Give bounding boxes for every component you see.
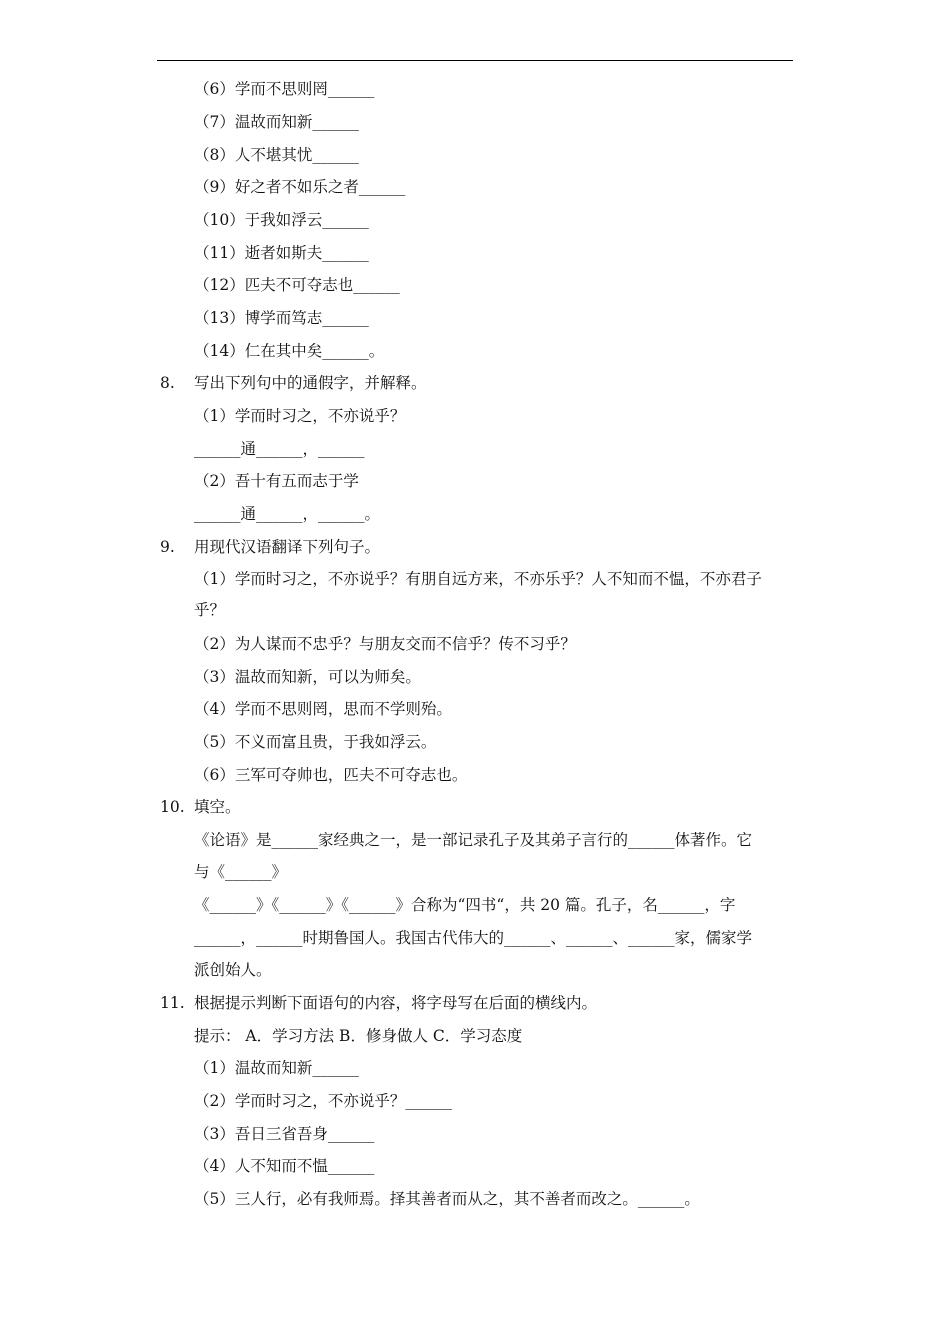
- question-prompt: 用现代汉语翻译下列句子。: [194, 538, 381, 556]
- question-line: （1）学而时习之，不亦说乎？: [194, 407, 406, 425]
- question-line: （1）温故而知新______: [194, 1059, 359, 1077]
- list-item: （9）好之者不如乐之者______: [194, 178, 406, 196]
- question-line: 派创始人。: [194, 961, 272, 979]
- question-line: （4）人不知而不愠______: [194, 1157, 375, 1175]
- question-line: （4）学而不思则罔，思而不学则殆。: [194, 700, 452, 718]
- question-line: （2）吾十有五而志于学: [194, 472, 359, 490]
- question-prompt: 填空。: [194, 798, 241, 816]
- question-prompt: 写出下列句中的通假字，并解释。: [194, 374, 427, 392]
- question-line: （2）学而时习之，不亦说乎？______: [194, 1092, 452, 1110]
- header-rule: [157, 60, 793, 61]
- question-line: （6）三军可夺帅也，匹夫不可夺志也。: [194, 766, 468, 784]
- answer-blank-line: ______通______，______。: [194, 505, 381, 523]
- list-item: （7）温故而知新______: [194, 113, 359, 131]
- question-line: （1）学而时习之，不亦说乎？有朋自远方来，不亦乐乎？人不知而不愠，不亦君子: [194, 570, 762, 588]
- question-line: 与《______》: [194, 863, 288, 881]
- list-item: （10）于我如浮云______: [194, 211, 369, 229]
- question-line: 《______》《______》《______》合称为“四书“，共 20 篇。孔子，名______，字: [194, 896, 736, 914]
- list-item: （12）匹夫不可夺志也______: [194, 276, 400, 294]
- question-line: （5）三人行，必有我师焉。择其善者而从之，其不善者而改之。______。: [194, 1190, 700, 1208]
- question-line: ______，______时期鲁国人。我国古代伟大的______、______、______家，儒家学: [194, 929, 753, 947]
- question-line: （5）不义而富且贵，于我如浮云。: [194, 733, 437, 751]
- question-line: （3）吾日三省吾身______: [194, 1125, 375, 1143]
- list-item: （6）学而不思则罔______: [194, 80, 375, 98]
- question-line: （2）为人谋而不忠乎？与朋友交而不信乎？传不习乎？: [194, 635, 576, 653]
- question-number: 9.: [160, 538, 175, 556]
- question-prompt: 根据提示判断下面语句的内容，将字母写在后面的横线内。: [194, 994, 598, 1012]
- question-line: （3）温故而知新，可以为师矣。: [194, 668, 421, 686]
- hint-line: 提示： A．学习方法 B．修身做人 C．学习态度: [194, 1027, 523, 1045]
- question-number: 8.: [160, 374, 175, 392]
- answer-blank-line: ______通______，______: [194, 440, 365, 458]
- question-line: 乎？: [194, 601, 226, 619]
- list-item: （13）博学而笃志______: [194, 309, 369, 327]
- question-number: 11.: [160, 994, 185, 1012]
- list-item: （14）仁在其中矣______。: [194, 342, 385, 360]
- list-item: （11）逝者如斯夫______: [194, 244, 369, 262]
- question-line: 《论语》是______家经典之一，是一部记录孔子及其弟子言行的______体著作。它: [194, 831, 753, 849]
- list-item: （8）人不堪其忧______: [194, 146, 359, 164]
- question-number: 10.: [160, 798, 185, 816]
